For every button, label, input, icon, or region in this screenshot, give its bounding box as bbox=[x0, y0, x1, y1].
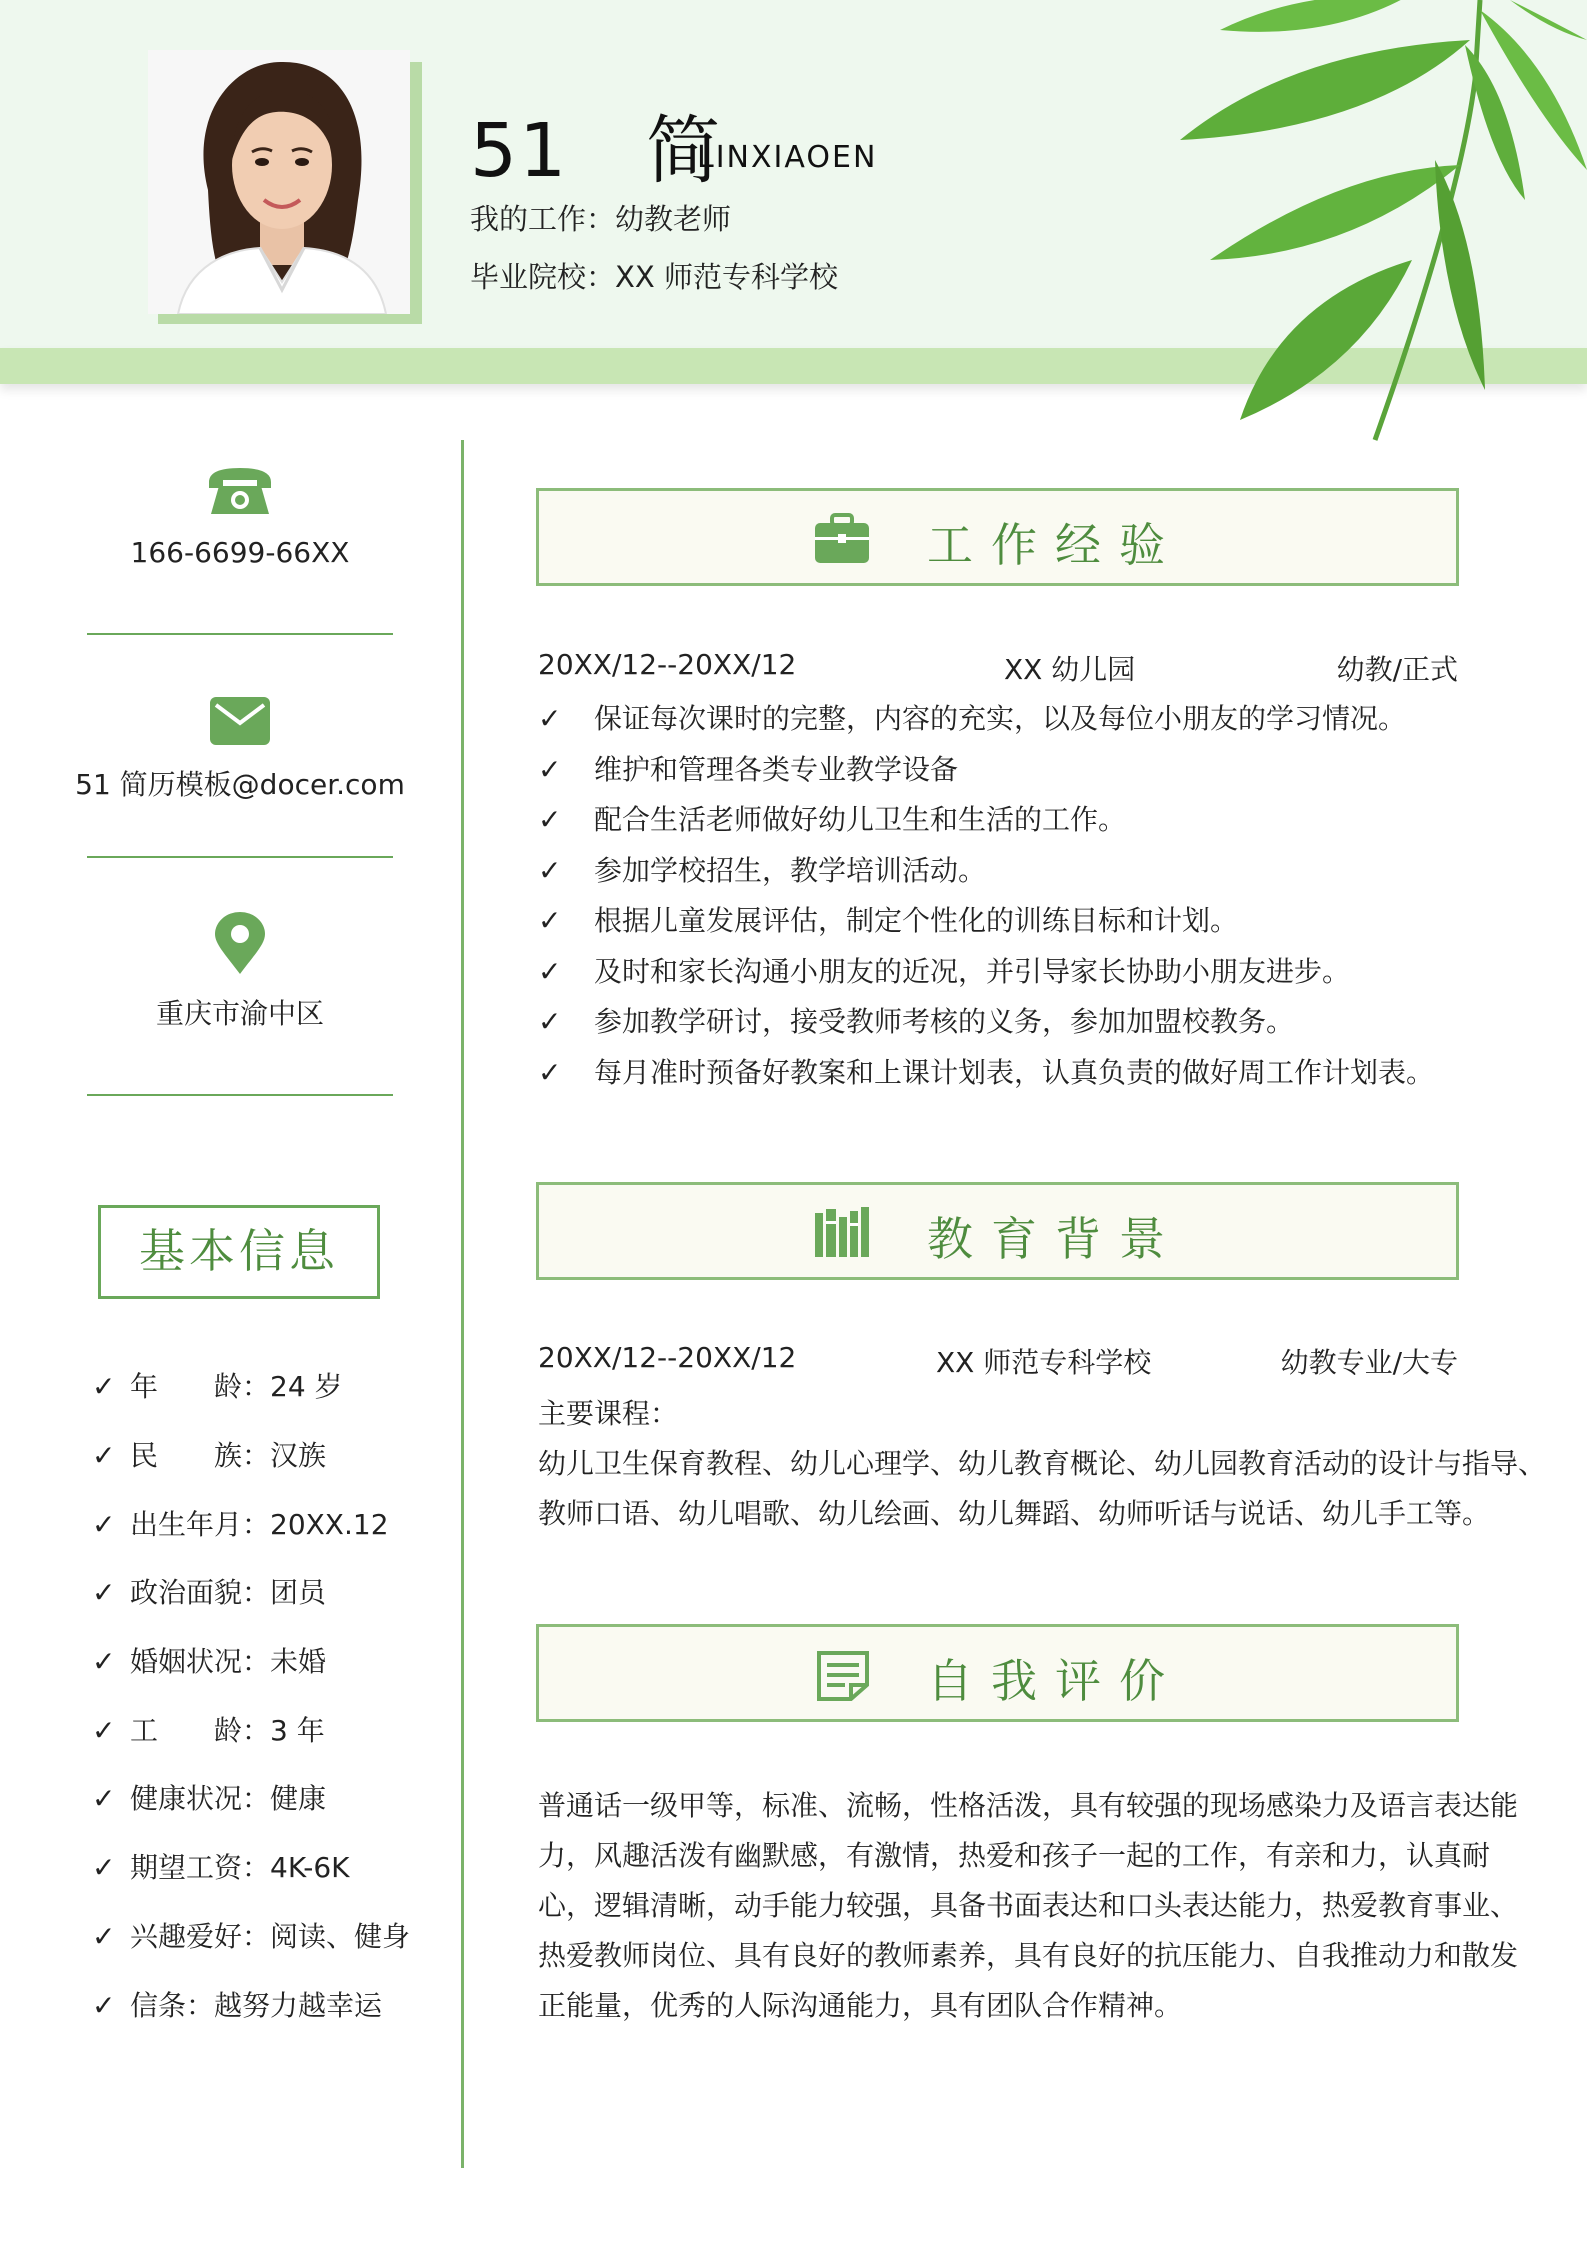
work-duty: ✓ 保证每次课时的完整，内容的充实，以及每位小朋友的学习情况。 bbox=[538, 702, 1407, 735]
candidate-name-english: LINXIAOEN bbox=[697, 140, 878, 175]
work-period: 20XX/12--20XX/12 bbox=[538, 648, 797, 681]
courses-line: 幼儿卫生保育教程、幼儿心理学、幼儿教育概论、幼儿园教育活动的设计与指导、 bbox=[538, 1447, 1547, 1480]
work-duty: ✓ 每月准时预备好教案和上课计划表，认真负责的做好周工作计划表。 bbox=[538, 1056, 1435, 1089]
self-eval-line: 正能量，优秀的人际沟通能力，具有团队合作精神。 bbox=[538, 1989, 1183, 2022]
work-section-title: 工作经验 bbox=[927, 518, 1183, 572]
info-item: ✓ 民 族：汉族 bbox=[92, 1439, 327, 1472]
work-section-header bbox=[536, 488, 1459, 586]
info-item: ✓ 期望工资：4K-6K bbox=[92, 1851, 350, 1884]
phone-icon bbox=[205, 462, 275, 518]
location-pin-icon bbox=[213, 912, 267, 974]
info-item: ✓ 信条：越努力越幸运 bbox=[92, 1989, 383, 2022]
info-item: ✓ 年 龄：24 岁 bbox=[92, 1370, 343, 1403]
self-eval-section-title: 自我评价 bbox=[927, 1654, 1183, 1708]
self-eval-line: 力，风趣活泼有幽默感，有激情，热爱和孩子一起的工作，有亲和力，认真耐 bbox=[538, 1839, 1491, 1872]
leaf-decoration-icon bbox=[1180, 0, 1587, 470]
info-item: ✓ 兴趣爱好：阅读、健身 bbox=[92, 1920, 411, 1953]
contact-email bbox=[60, 697, 420, 803]
contact-separator bbox=[87, 856, 393, 858]
info-item: ✓ 政治面貌：团员 bbox=[92, 1576, 327, 1609]
courses-line: 教师口语、幼儿唱歌、幼儿绘画、幼儿舞蹈、幼师听话与说话、幼儿手工等。 bbox=[538, 1497, 1491, 1530]
work-duty: ✓ 及时和家长沟通小朋友的近况，并引导家长协助小朋友进步。 bbox=[538, 955, 1351, 988]
name-part2: 简 bbox=[646, 108, 723, 194]
phone-number: 166-6699-66XX bbox=[130, 536, 350, 569]
address: 重庆市渝中区 bbox=[155, 997, 324, 1030]
info-item: ✓ 出生年月：20XX.12 bbox=[92, 1508, 389, 1541]
contact-address bbox=[60, 912, 420, 1032]
work-duty: ✓ 根据儿童发展评估，制定个性化的训练目标和计划。 bbox=[538, 904, 1239, 937]
education-period: 20XX/12--20XX/12 bbox=[538, 1341, 797, 1374]
basic-info-title: 基本信息 bbox=[98, 1205, 380, 1299]
education-section-header bbox=[536, 1182, 1459, 1280]
info-item: ✓ 工 龄：3 年 bbox=[92, 1714, 325, 1747]
info-item: ✓ 健康状况：健康 bbox=[92, 1782, 327, 1815]
self-eval-line: 普通话一级甲等，标准、流畅，性格活泼，具有较强的现场感染力及语言表达能 bbox=[538, 1789, 1519, 1822]
contact-separator bbox=[87, 633, 393, 635]
note-icon bbox=[815, 1649, 871, 1703]
briefcase-icon bbox=[815, 513, 869, 563]
education-entry-header bbox=[538, 1341, 1458, 1379]
education-school: XX 师范专科学校 bbox=[936, 1346, 1152, 1379]
education-major: 幼教专业/大专 bbox=[1280, 1346, 1458, 1379]
info-item: ✓ 婚姻状况：未婚 bbox=[92, 1645, 327, 1678]
courses-label: 主要课程： bbox=[538, 1397, 679, 1430]
work-duty: ✓ 参加学校招生，教学培训活动。 bbox=[538, 854, 987, 887]
contact-separator bbox=[87, 1094, 393, 1096]
email-address: 51 简历模板@docer.com bbox=[75, 768, 405, 801]
contact-phone bbox=[60, 462, 420, 569]
work-duty: ✓ 参加教学研讨，接受教师考核的义务，参加加盟校教务。 bbox=[538, 1005, 1295, 1038]
work-duty: ✓ 维护和管理各类专业教学设备 bbox=[538, 753, 959, 786]
column-divider bbox=[461, 440, 464, 2168]
name-part1: 51 bbox=[470, 108, 569, 194]
work-duty: ✓ 配合生活老师做好幼儿卫生和生活的工作。 bbox=[538, 803, 1127, 836]
mail-icon bbox=[210, 697, 270, 745]
job-line: 我的工作：幼教老师 bbox=[470, 202, 732, 236]
work-entry-header bbox=[538, 648, 1458, 686]
work-org: XX 幼儿园 bbox=[1004, 653, 1136, 686]
work-role: 幼教/正式 bbox=[1336, 653, 1458, 686]
self-eval-line: 热爱教师岗位、具有良好的教师素养，具有良好的抗压能力、自我推动力和散发 bbox=[538, 1939, 1519, 1972]
self-eval-line: 心，逻辑清晰，动手能力较强，具备书面表达和口头表达能力，热爱教育事业、 bbox=[538, 1889, 1519, 1922]
self-eval-section-header bbox=[536, 1624, 1459, 1722]
school-line: 毕业院校：XX 师范专科学校 bbox=[470, 260, 838, 294]
education-section-title: 教育背景 bbox=[927, 1212, 1183, 1266]
profile-photo bbox=[148, 50, 410, 314]
books-icon bbox=[815, 1207, 869, 1259]
candidate-name bbox=[470, 92, 722, 198]
